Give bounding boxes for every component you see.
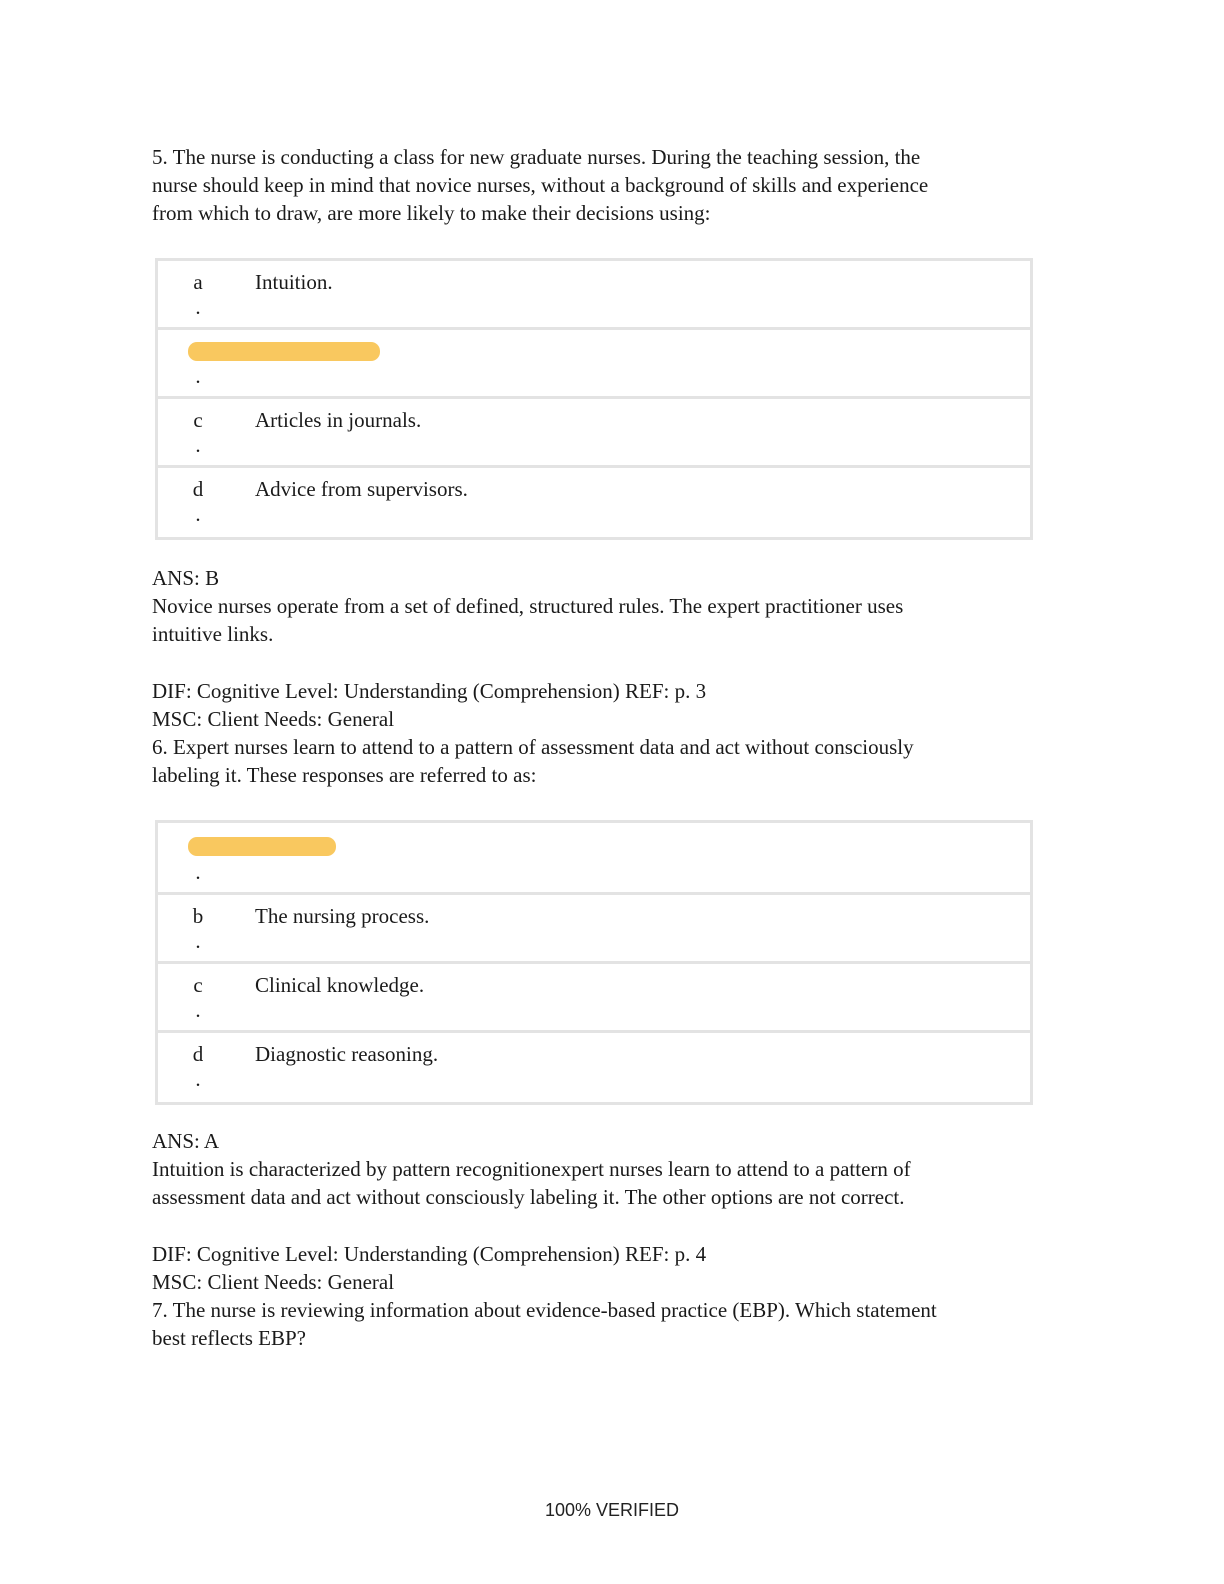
question-6-rationale-line-1: Intuition is characterized by pattern recognitionexpert nurses learn to attend to a pattern of	[152, 1157, 911, 1181]
question-6-rationale-line-2: assessment data and act without consciously labeling it. The other options are not correct.	[152, 1185, 905, 1209]
option-text: Clinical knowledge.	[255, 973, 425, 997]
option-dot: .	[195, 502, 201, 526]
question-5-meta-block	[152, 677, 1022, 789]
question-5-option-a	[158, 261, 1030, 330]
question-5-answer-block	[152, 564, 1022, 648]
option-text: Diagnostic reasoning.	[255, 1042, 439, 1066]
question-6-option-c	[158, 964, 1030, 1033]
option-text: The nursing process.	[255, 904, 430, 928]
option-text: Articles in journals.	[255, 408, 422, 432]
question-5-rationale-line-1: Novice nurses operate from a set of defined, structured rules. The expert practitioner uses	[152, 594, 904, 618]
question-5-msc: MSC: Client Needs: General	[152, 707, 395, 731]
question-5-rationale-line-2: intuitive links.	[152, 622, 274, 646]
question-6-answer: ANS: A	[152, 1129, 220, 1153]
question-5-answer: ANS: B	[152, 566, 220, 590]
answer-highlight	[188, 342, 380, 361]
question-7-stem-line-2: best reflects EBP?	[152, 1326, 306, 1350]
footer-verified: 100% VERIFIED	[544, 1500, 680, 1520]
option-letter: a	[193, 270, 203, 294]
option-dot: .	[195, 364, 201, 388]
question-5-option-c	[158, 399, 1030, 468]
answer-highlight	[188, 837, 336, 856]
question-5-option-b	[158, 330, 1030, 399]
question-5-stem-line-2: nurse should keep in mind that novice nurses, without a background of skills and experience	[152, 173, 929, 197]
option-letter: c	[193, 408, 203, 432]
option-dot: .	[195, 860, 201, 884]
option-text: Advice from supervisors.	[255, 477, 468, 501]
option-dot: .	[195, 929, 201, 953]
option-text: Intuition.	[255, 270, 333, 294]
question-5-stem-line-1: 5. The nurse is conducting a class for new graduate nurses. During the teaching session, the	[152, 145, 921, 169]
question-5-dif: DIF: Cognitive Level: Understanding (Comprehension) REF: p. 3	[152, 679, 707, 703]
question-6-options-table	[155, 820, 1033, 1105]
option-dot: .	[195, 998, 201, 1022]
option-letter: c	[193, 973, 203, 997]
option-dot: .	[195, 295, 201, 319]
question-6-option-d	[158, 1033, 1030, 1102]
question-6-answer-block	[152, 1127, 1022, 1211]
question-6-option-a	[158, 823, 1030, 895]
question-5-options-table	[155, 258, 1033, 540]
option-dot: .	[195, 1067, 201, 1091]
question-5-stem	[152, 143, 1022, 227]
question-6-stem-line-2: labeling it. These responses are referred to as:	[152, 763, 537, 787]
option-dot: .	[195, 433, 201, 457]
question-6-dif: DIF: Cognitive Level: Understanding (Comprehension) REF: p. 4	[152, 1242, 707, 1266]
option-letter: b	[192, 904, 204, 928]
question-6-meta-block	[152, 1240, 1022, 1352]
question-6-stem-line-1: 6. Expert nurses learn to attend to a pattern of assessment data and act without consciously	[152, 735, 914, 759]
question-5-stem-line-3: from which to draw, are more likely to make their decisions using:	[152, 201, 711, 225]
option-letter: d	[192, 477, 204, 501]
question-5-option-d	[158, 468, 1030, 537]
question-6-option-b	[158, 895, 1030, 964]
question-7-stem-line-1: 7. The nurse is reviewing information about evidence-based practice (EBP). Which statement	[152, 1298, 937, 1322]
question-6-msc: MSC: Client Needs: General	[152, 1270, 395, 1294]
option-letter: d	[192, 1042, 204, 1066]
